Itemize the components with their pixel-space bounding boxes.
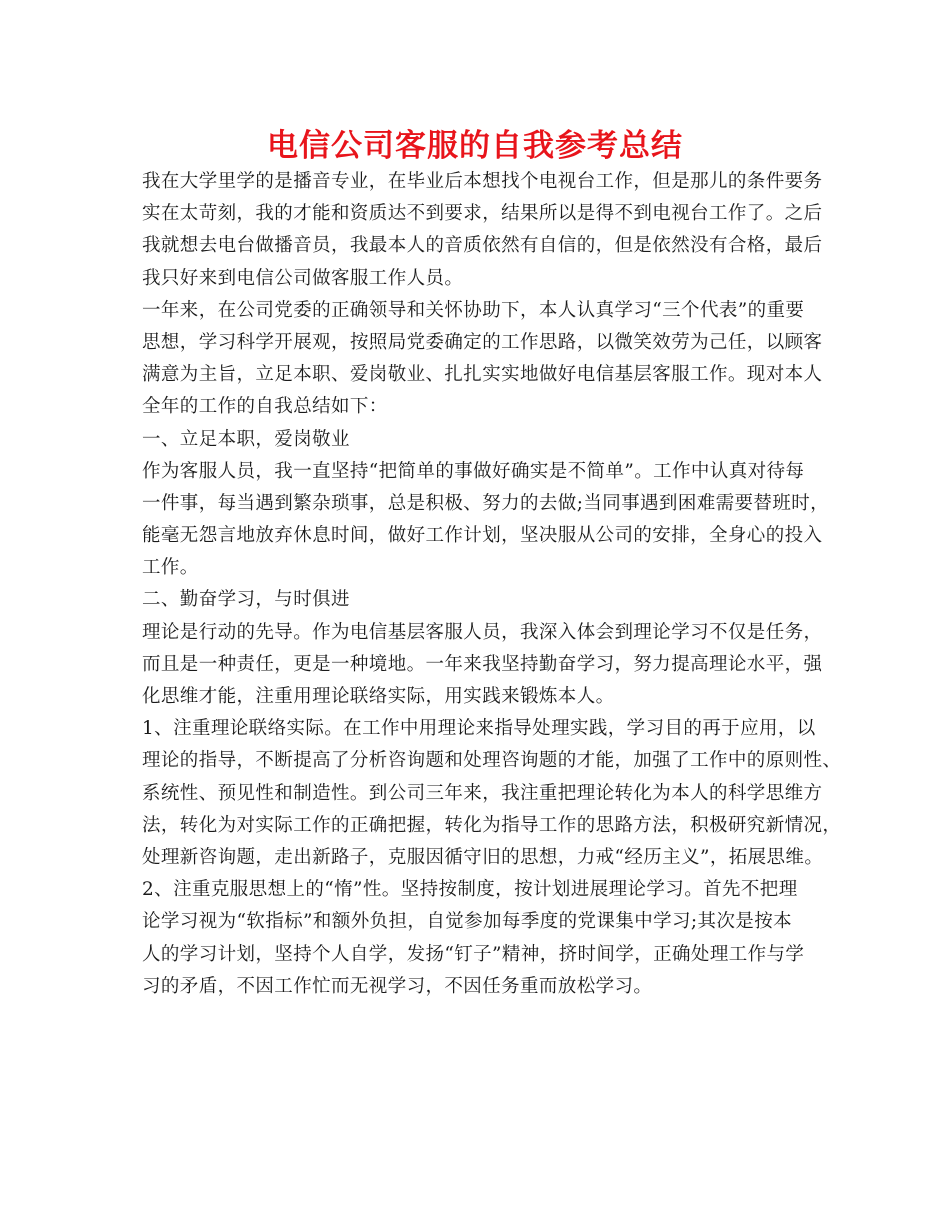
text-line: 我在大学里学的是播音专业，在毕业后本想找个电视台工作，但是那儿的条件要务 [142, 171, 823, 192]
text-line: 习的矛盾，不因工作忙而无视学习，不因任务重而放松学习。 [142, 975, 653, 997]
text-line: 一年来，在公司党委的正确领导和关怀协助下，本人认真学习“三个代表”的重要 [142, 299, 805, 321]
text-line: 实在太苛刻，我的才能和资质达不到要求，结果所以是得不到电视台工作了。之后 [142, 203, 823, 225]
text-line: 能毫无怨言地放弃休息时间，做好工作计划，坚决服从公司的安排，全身心的投入 [142, 525, 823, 547]
text-line: 一件事，每当遇到繁杂琐事，总是积极、努力的去做;当同事遇到困难需要替班时， [142, 492, 830, 514]
text-line: 而且是一种责任，更是一种境地。一年来我坚持勤奋学习，努力提高理论水平，强 [142, 653, 823, 675]
text-line: 作为客服人员，我一直坚持“把简单的事做好确实是不简单”。工作中认真对待每 [142, 460, 805, 482]
text-line: 理论是行动的先导。作为电信基层客服人员，我深入体会到理论学习不仅是任务， [142, 621, 823, 643]
text-line: 系统性、预见性和制造性。到公司三年来，我注重把理论转化为本人的科学思维方 [142, 782, 823, 804]
text-line: 处理新咨询题，走出新路子，克服因循守旧的思想，力戒“经历主义”，拓展思维。 [142, 846, 824, 868]
text-line: 我就想去电台做播音员，我最本人的音质依然有自信的，但是依然没有合格，最后 [142, 235, 823, 257]
text-line: 工作。 [142, 557, 199, 579]
text-line: 满意为主旨，立足本职、爱岗敬业、扎扎实实地做好电信基层客服工作。现对本人 [142, 364, 823, 386]
text-line: 论学习视为“软指标”和额外负担，自觉参加每季度的党课集中学习;其次是按本 [142, 911, 793, 933]
text-line: 思想，学习科学开展观，按照局党委确定的工作思路，以微笑效劳为己任，以顾客 [142, 331, 823, 353]
text-line: 理论的指导，不断提高了分析咨询题和处理咨询题的才能，加强了工作中的原则性、 [142, 750, 842, 772]
text-line: 全年的工作的自我总结如下： [142, 396, 388, 418]
text-line: 1、注重理论联络实际。在工作中用理论来指导处理实践，学习目的再于应用，以 [142, 718, 816, 740]
document-body [142, 166, 842, 1003]
document-title: 电信公司客服的自我参考总结 [267, 128, 683, 164]
text-line: 法，转化为对实际工作的正确把握，转化为指导工作的思路方法，积极研究新情况， [142, 814, 842, 836]
section-heading: 二、勤奋学习，与时俱进 [142, 589, 350, 611]
section-heading: 一、立足本职，爱岗敬业 [142, 428, 350, 450]
text-line: 化思维才能，注重用理论联络实际，用实践来锻炼本人。 [142, 686, 615, 707]
text-line: 2、注重克服思想上的“惰”性。坚持按制度，按计划进展理论学习。首先不把理 [142, 879, 798, 901]
text-line: 我只好来到电信公司做客服工作人员。 [142, 267, 464, 289]
text-line: 人的学习计划，坚持个人自学，发扬“钉子”精神，挤时间学，正确处理工作与学 [142, 943, 805, 965]
